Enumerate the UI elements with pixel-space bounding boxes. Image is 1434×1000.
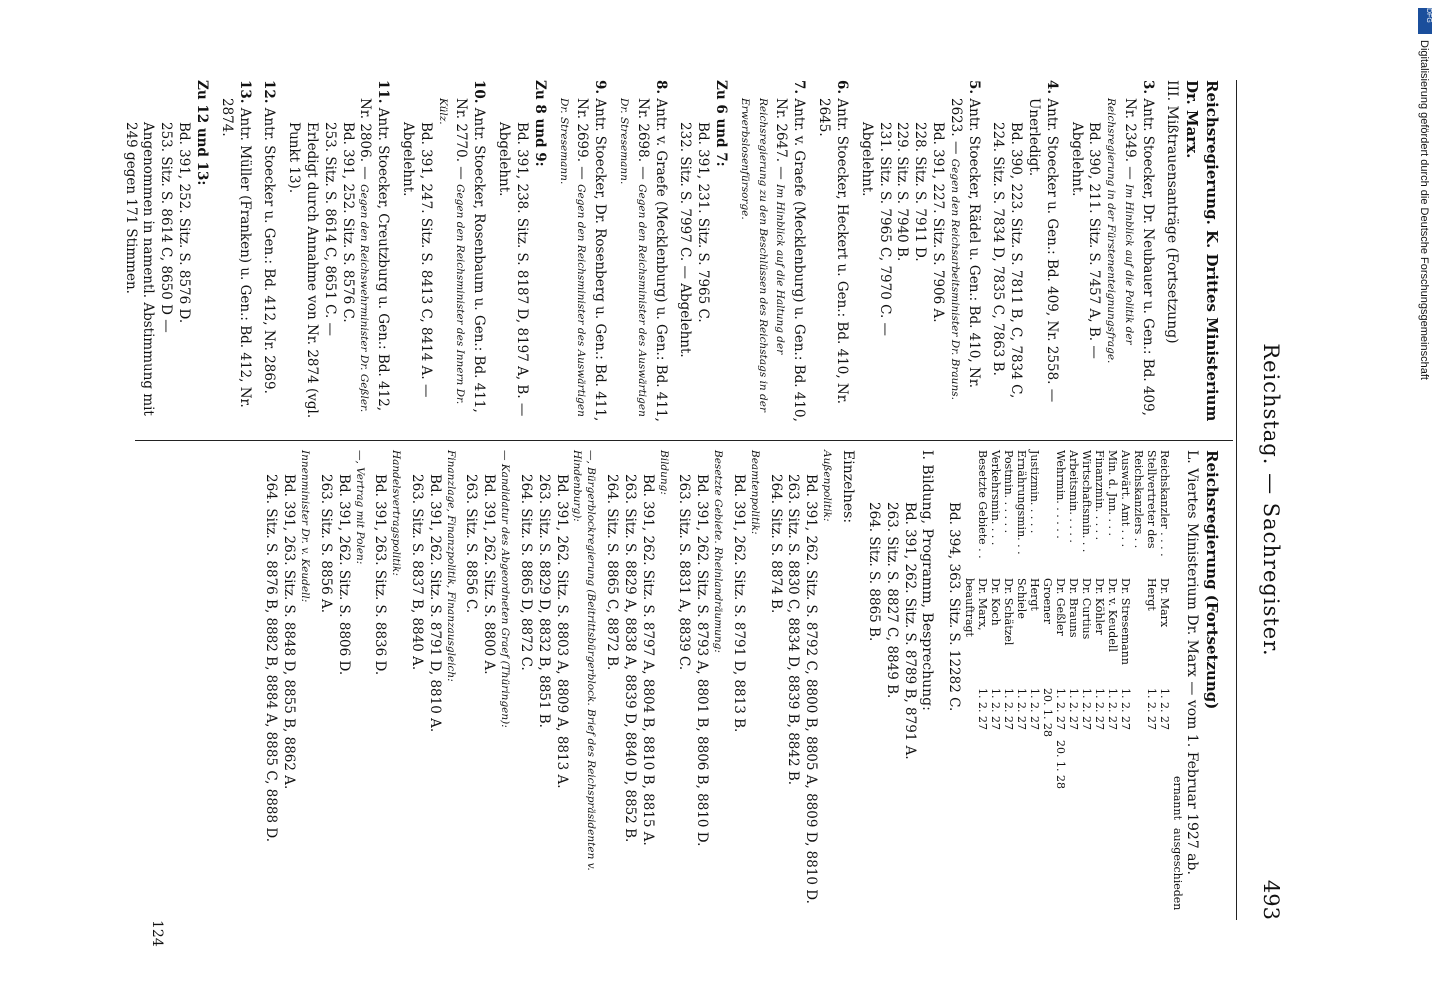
margin-stamp-text: Digitalisierung gefördert durch die Deutsche Forschungsgemeinschaft: [1418, 40, 1430, 380]
topic-ref: 264. Sitz. S. 8874 B.: [767, 474, 784, 614]
register-entry: [1067, 80, 1156, 430]
cabinet-row: [1105, 450, 1118, 920]
entry-ref: Abgelehnt.: [496, 122, 513, 197]
cabinet-name: Dr. Marx, beauftragt: [963, 578, 990, 637]
column-rule: [135, 440, 1233, 441]
cabinet-office: Postmin. . . . . .: [1002, 450, 1016, 534]
margin-stamp: [1414, 10, 1434, 990]
entry-number: 9.: [592, 80, 609, 95]
register-entry: [284, 80, 391, 430]
cabinet-name: Dr. Koch: [989, 578, 1003, 626]
cabinet-ausgeschieden: [1027, 740, 1040, 792]
cabinet-ernannt: 1. 2. 27: [1079, 688, 1093, 730]
entry-ref: 232. Sitz. S. 7997 C. — Abgelehnt.: [677, 122, 694, 358]
entry-ref: Bd. 391, 252. Sitz. S. 8576 C.: [339, 122, 356, 323]
topic-ref: Bd. 391, 263. Sitz. S. 8848 D, 8855 B, 8862 A.: [281, 474, 298, 790]
cabinet-name: Dr. Köhler: [1092, 578, 1106, 635]
header-rule: [1236, 80, 1237, 920]
topic-ref: 263. Sitz. S. 8830 C, 8834 D, 8839 B, 8842 B.: [785, 474, 802, 786]
entry-number: 12.: [261, 80, 278, 104]
topic-entry: [407, 450, 456, 920]
register-entry: [814, 80, 850, 430]
cabinet-row: [1092, 450, 1105, 920]
section-ref: 263. Sitz. S. 8827 C, 8849 B.: [884, 502, 901, 699]
register-entry: [217, 80, 253, 430]
topic-entry: [462, 450, 511, 920]
cabinet-ausgeschieden: [988, 740, 1001, 792]
cabinet-office: Stellvertreter des Reichskanzlers . .: [1131, 450, 1158, 549]
entry-text: Antr. Stoecker, Rädel u. Gen.: Bd. 410, Nr. 2623. —: [947, 98, 982, 389]
cabinet-ausgeschieden: [1118, 740, 1131, 792]
cabinet-row: [1040, 450, 1053, 920]
entry-number: 4.: [1043, 80, 1060, 95]
cabinet-office: Ernährungsmin. . .: [1015, 450, 1029, 555]
cabinet-office: Finanzmin. . . . .: [1092, 450, 1106, 541]
cabinet-name: Hergt: [1144, 578, 1158, 611]
cabinet-ernannt: 1. 2. 27: [1144, 688, 1158, 730]
topic-title: — Kandidatur des Abgeordneten Graef (Thüringen):: [499, 450, 512, 728]
topic-ref: Bd. 391, 262. Sitz. S. 8800 A.: [481, 474, 498, 675]
cabinet-ausgeschieden: [1105, 740, 1118, 792]
topic-title: Außenpolitik:: [821, 450, 834, 522]
cabinet-row: [1053, 450, 1066, 920]
topic-entry: [729, 450, 761, 920]
cabinet-office: Besetzte Gebiete . .: [976, 450, 990, 559]
cabinet-row: [1027, 450, 1040, 920]
entry-ref: 253. Sitz. S. 8614 C, 8651 C. —: [321, 122, 338, 337]
topic-ref: 263. Sitz. S. 8837 B, 8840 A.: [409, 474, 426, 671]
entry-text: Antr. Stoecker, Rosenbaum u. Gen.: Bd. 411, Nr. 2770. —: [453, 98, 488, 413]
entry-number: 3.: [1139, 80, 1156, 95]
cabinet-ernannt: 1. 2. 27: [1105, 688, 1119, 730]
cabinet-ausgeschieden: [1092, 740, 1105, 792]
entry-note: Im Hinblick auf die Haltung der Reichsregierung zu den Beschlüssen des Reichstags in der Erwerbslosenfürsorge.: [738, 98, 787, 412]
topic-ref: 263. Sitz. S. 8856 C.: [463, 474, 480, 614]
entry-ref: Bd. 390, 223. Sitz. S. 7811 B, C, 7834 C,: [1008, 122, 1025, 399]
topic-title: —, Vertrag mit Polen:: [353, 450, 366, 565]
cabinet-ernannt: 1. 2. 27: [1002, 688, 1016, 730]
cabinet-office: [1040, 450, 1053, 578]
section-bildung: I. Bildung, Programm, Besprechung:: [919, 450, 936, 711]
entry-number: 7.: [791, 80, 808, 95]
cabinet-row: [962, 450, 988, 920]
cabinet-ausgeschieden: [1131, 740, 1157, 792]
register-entry: [736, 80, 807, 430]
entry-number: Zu 8 und 9:: [531, 80, 548, 167]
section-bildung-refs: [865, 450, 918, 920]
topic-entry: [316, 450, 365, 920]
topic-title: Finanzlage, Finanzpolitik, Finanzausgleich:: [444, 450, 457, 682]
entry-ref: 231. Sitz. S. 7965 C, 7970 C. —: [876, 122, 893, 337]
cabinet-ernannt: 20. 1. 28: [1041, 688, 1055, 737]
topic-ref: Bd. 391, 262. Sitz. S. 8797 A, 8804 B, 8810 B, 8815 A.: [639, 474, 656, 846]
topic-ref: 263. Sitz. S. 8829 D, 8832 B, 8851 B.: [535, 474, 552, 728]
cabinet-office: Arbeitsmin. . . . .: [1066, 450, 1080, 543]
topic-entry: [371, 450, 403, 920]
register-entry: [494, 80, 547, 430]
topic-ref: 263. Sitz. S. 8831 A, 8839 C.: [676, 474, 693, 671]
register-entry: [676, 80, 729, 430]
entry-number: 8.: [652, 80, 669, 95]
register-entry: [857, 80, 982, 430]
topic-title: Beamtenpolitik:: [748, 450, 761, 535]
cabinet-ausgeschieden: [1001, 740, 1014, 792]
topic-ref: Bd. 391, 263. Sitz. S. 8836 D.: [372, 474, 389, 676]
entry-ref: Bd. 391, 238. Sitz. S. 8187 D, 8197 A, B. —: [513, 122, 530, 417]
entry-number: 5.: [965, 80, 982, 95]
ernannt-header: ernannt: [1170, 776, 1184, 820]
entry-ref: 253. Sitz. S. 8614 C, 8650 D —: [158, 122, 175, 333]
entry-text: Antr. Stoecker, Creutzburg u. Gen.: Bd. 412, Nr. 2806. —: [357, 98, 392, 412]
entry-list: [121, 80, 1156, 430]
entry-ref: 229. Sitz. S. 7940 B.: [894, 122, 911, 262]
entry-number: 13.: [236, 80, 253, 104]
entry-ref: Abgelehnt.: [400, 122, 417, 197]
register-entry: [989, 80, 1060, 430]
entry-text: Antr. Stoecker, Dr. Rosenberg u. Gen.: Bd. 411, Nr. 2699. —: [574, 98, 609, 422]
topic-title: Bildung:: [657, 450, 670, 495]
register-entry: [121, 80, 210, 430]
entry-note: Gegen den Reichsminister des Auswärtigen Dr. Stresemann.: [618, 98, 648, 417]
cabinet-ausgeschieden: [1079, 740, 1092, 792]
topic-title: —, Bürgerblockregierung (Beitrittsbürgerblock. Brief des Reichspräsidenten v. Hindenburg):: [571, 450, 598, 871]
cabinet-row: [1131, 450, 1157, 920]
cabinet-ernannt: 1. 2. 27: [1054, 688, 1068, 730]
cabinet-ref: Bd. 394, 363. Sitz. S. 12282 C.: [946, 502, 963, 712]
topic-ref: Bd. 391, 262. Sitz. S. 8803 A, 8809 A, 8813 A.: [553, 474, 570, 789]
topic-title: Handelsvertragspolitik:: [390, 450, 403, 576]
left-column: [121, 80, 1221, 430]
entry-ref: 228. Sitz. S. 7911 D.: [912, 122, 929, 262]
cabinet-ausgeschieden: [962, 740, 988, 792]
topic-entry: [516, 450, 597, 920]
cabinet-office: Justizmin. . . . .: [1028, 450, 1042, 534]
entry-text: Antr. Stoecker u. Gen.: Bd. 412, Nr. 2869.: [261, 107, 278, 394]
entry-number: Zu 12 und 13:: [193, 80, 210, 186]
entry-text: Antr. v. Graefe (Mecklenburg) u. Gen.: Bd. 410, Nr. 2647. —: [773, 98, 808, 422]
right-heading: Reichsregierung (Fortsetzung): [1203, 450, 1221, 710]
cabinet-ernannt: 1. 2. 27: [1157, 688, 1171, 730]
entry-ref: Bd. 390, 211. Sitz. S. 7457 A, B. — Abgelehnt.: [1068, 122, 1103, 359]
cabinet-ernannt: 1. 2. 27: [1015, 688, 1029, 730]
cabinet-row: [1157, 450, 1170, 920]
register-entry: [398, 80, 487, 430]
cabinet-ernannt: 1. 2. 27: [1066, 688, 1080, 730]
cabinet-office: Reichskanzler . . . .: [1157, 450, 1171, 557]
cabinet-ernannt: 1. 2. 27: [1028, 688, 1042, 730]
cabinet-name: Groener: [1041, 578, 1055, 625]
topic-title: Besetzte Gebiete. Rheinlandräumung:: [712, 450, 725, 653]
register-entry: [260, 80, 278, 430]
cabinet-office: Wehrmin. . . . . .: [1054, 450, 1068, 539]
cabinet-ernannt: 1. 2. 27: [1118, 688, 1132, 730]
entry-text: Antr. v. Graefe (Mecklenburg) u. Gen.: Bd. 411, Nr. 2698. —: [634, 98, 669, 422]
section-ref: 264. Sitz. S. 8865 B.: [866, 502, 883, 642]
cabinet-ernannt: 1. 2. 27: [1092, 688, 1106, 730]
cabinet-name: Dr. Marx: [1157, 578, 1171, 628]
left-subheading: III. Mißtrauensanträge (Fortsetzung): [1164, 80, 1181, 344]
rotated-page: [95, 40, 1305, 960]
cabinet-ernannt: 1. 2. 27: [989, 688, 1003, 730]
entry-ref: 224. Sitz. S. 7834 D, 7835 C, 7863 B.: [990, 122, 1007, 376]
topic-ref: Bd. 391, 262. Sitz. S. 8791 D, 8813 B.: [730, 474, 747, 733]
cabinet-ernannt: 1. 2. 27: [976, 688, 990, 730]
entry-note: Gegen den Reichsminister des Innern Dr. Külz.: [436, 98, 467, 405]
cabinet-table-header: [1170, 450, 1183, 920]
cabinet-ausgeschieden: 20. 1. 28: [1054, 740, 1068, 789]
einzelnes-heading: Einzelnes:: [839, 450, 856, 524]
page-content: [95, 40, 1305, 960]
signature-mark: 124: [149, 920, 165, 947]
register-entry: [555, 80, 608, 430]
cabinet-row: [1001, 450, 1014, 920]
cabinet-office: Min. d. Jnn. . . .: [1105, 450, 1119, 536]
cabinet-ausgeschieden: [1014, 740, 1027, 792]
entry-number: 6.: [833, 80, 850, 95]
topic-ref: Bd. 391, 262. Sitz. S. 8793 A, 8801 B, 8806 B, 8810 D.: [694, 474, 711, 847]
topic-entry: [262, 450, 311, 920]
cabinet-office: Verkehrsmin. . . .: [989, 450, 1003, 546]
topic-ref: 264. Sitz. S. 8865 D, 8872 C.: [517, 474, 534, 671]
cabinet-name: Dr. Brauns: [1066, 578, 1080, 638]
entry-ref: Angenommen in namentl. Abstimmung mit 249 gegen 171 Stimmen.: [122, 122, 157, 416]
ausgeschieden-header: ausgeschieden: [1170, 828, 1184, 911]
topic-ref: 264. Sitz. S. 8876 B, 8882 B, 8884 A, 8885 C, 8888 D.: [263, 474, 280, 843]
entry-ref: Bd. 391, 227. Sitz. S. 7906 A.: [930, 122, 946, 323]
entry-text: Antr. Stoecker, Dr. Neubauer u. Gen.: Bd. 409, Nr. 2349. —: [1122, 98, 1156, 416]
section-ref: Bd. 391, 262. Sitz. S. 8789 B, 8791 A.: [901, 502, 918, 760]
cabinet-ausgeschieden: [1040, 740, 1053, 792]
entry-number: 11.: [375, 80, 392, 104]
cabinet-office: Wirtschaftsmin. . .: [1079, 450, 1093, 553]
cabinet-row: [1079, 450, 1092, 920]
running-head-title: Reichstag. — Sachregister.: [1259, 343, 1283, 657]
cabinet-ausgeschieden: [1157, 740, 1170, 792]
entry-text: Antr. Stoecker, Heckert u. Gen.: Bd. 410, Nr. 2645.: [816, 98, 850, 404]
entry-note: Gegen den Reichsarbeitsminister Dr. Brauns.: [948, 158, 961, 400]
left-heading: Reichsregierung. K. Drittes Ministerium Dr. Marx.: [1183, 80, 1221, 422]
topic-ref: 264. Sitz. S. 8865 C, 8872 B.: [604, 474, 621, 671]
entry-note: Gegen den Reichswehrminister Dr. Geßler.: [358, 184, 371, 413]
cabinet-ausgeschieden: [1066, 740, 1079, 792]
entry-ref: Bd. 391, 231. Sitz. S. 7965 C.: [695, 122, 712, 323]
entry-ref: Bd. 391, 252. Sitz. S. 8576 D.: [176, 122, 193, 324]
cabinet-table: [962, 450, 1170, 920]
cabinet-row: [988, 450, 1001, 920]
topic-ref: Bd. 391, 262. Sitz. S. 8791 D, 8810 A.: [426, 474, 443, 733]
topic-ref: Bd. 391, 262. Sitz. S. 8792 C, 8800 B, 8805 A, 8809 D, 8810 D.: [803, 474, 820, 904]
entry-note: Gegen den Reichsminister des Auswärtigen Dr. Stresemann.: [557, 98, 588, 417]
topic-ref: Bd. 391, 262. Sitz. S. 8806 D.: [335, 474, 352, 676]
topic-ref: 263. Sitz. S. 8829 A, 8838 A, 8839 D, 8840 D, 8852 B.: [621, 474, 638, 843]
cabinet-name: Dr. Schätzel: [1002, 578, 1016, 646]
running-head: [1251, 80, 1287, 920]
cabinet-name: Hergt: [1028, 578, 1042, 611]
topic-title: Innenminister Dr. v. Keudell:: [299, 450, 312, 603]
right-subheading: L. Viertes Ministerium Dr. Marx — vom 1. Februar 1927 ab.: [1184, 450, 1201, 875]
cabinet-row: [1118, 450, 1131, 920]
entry-text: Antr. Stoecker u. Gen.: Bd. 409, Nr. 2558. — Unerledigt.: [1026, 98, 1060, 403]
entry-text: Antr. Müller (Franken) u. Gen.: Bd. 412, Nr. 2874.: [218, 98, 253, 408]
topic-entry: [766, 450, 833, 920]
entry-ref: Abgelehnt.: [858, 122, 875, 197]
cabinet-name: Dr. Geßler: [1054, 578, 1068, 636]
cabinet-name: Dr. Stresemann: [1118, 578, 1132, 665]
entry-note: Im Hinblick auf die Politik der Reichsregierung in der Fürstenenteignungsfrage.: [1105, 98, 1136, 364]
cabinet-name: Schiele: [1015, 578, 1029, 619]
dfg-logo-text: DFG: [1425, 8, 1432, 23]
cabinet-office: Auswärt. Amt . . .: [1118, 450, 1132, 548]
right-column: [262, 450, 1221, 920]
entry-number: Zu 6 und 7:: [713, 80, 730, 167]
topic-entry: [602, 450, 669, 920]
entry-number: 10.: [471, 80, 488, 104]
cabinet-name: Dr. v. Keudell: [1105, 578, 1119, 652]
page-number: 493: [1259, 879, 1283, 920]
entry-ref: Bd. 391, 247. Sitz. S. 8413 C, 8414 A. —: [417, 122, 434, 398]
entry-ref: Erledigt durch Annahme von Nr. 2874 (vgl. Punkt 13).: [286, 122, 320, 419]
cabinet-row: [1014, 450, 1027, 920]
cabinet-row: [1066, 450, 1079, 920]
register-entry: [615, 80, 668, 430]
cabinet-name: Dr. Curtius: [1079, 578, 1093, 640]
topic-ref: 263. Sitz. S. 8856 A.: [317, 474, 334, 614]
topic-entry: [675, 450, 724, 920]
topic-list: [262, 450, 834, 920]
